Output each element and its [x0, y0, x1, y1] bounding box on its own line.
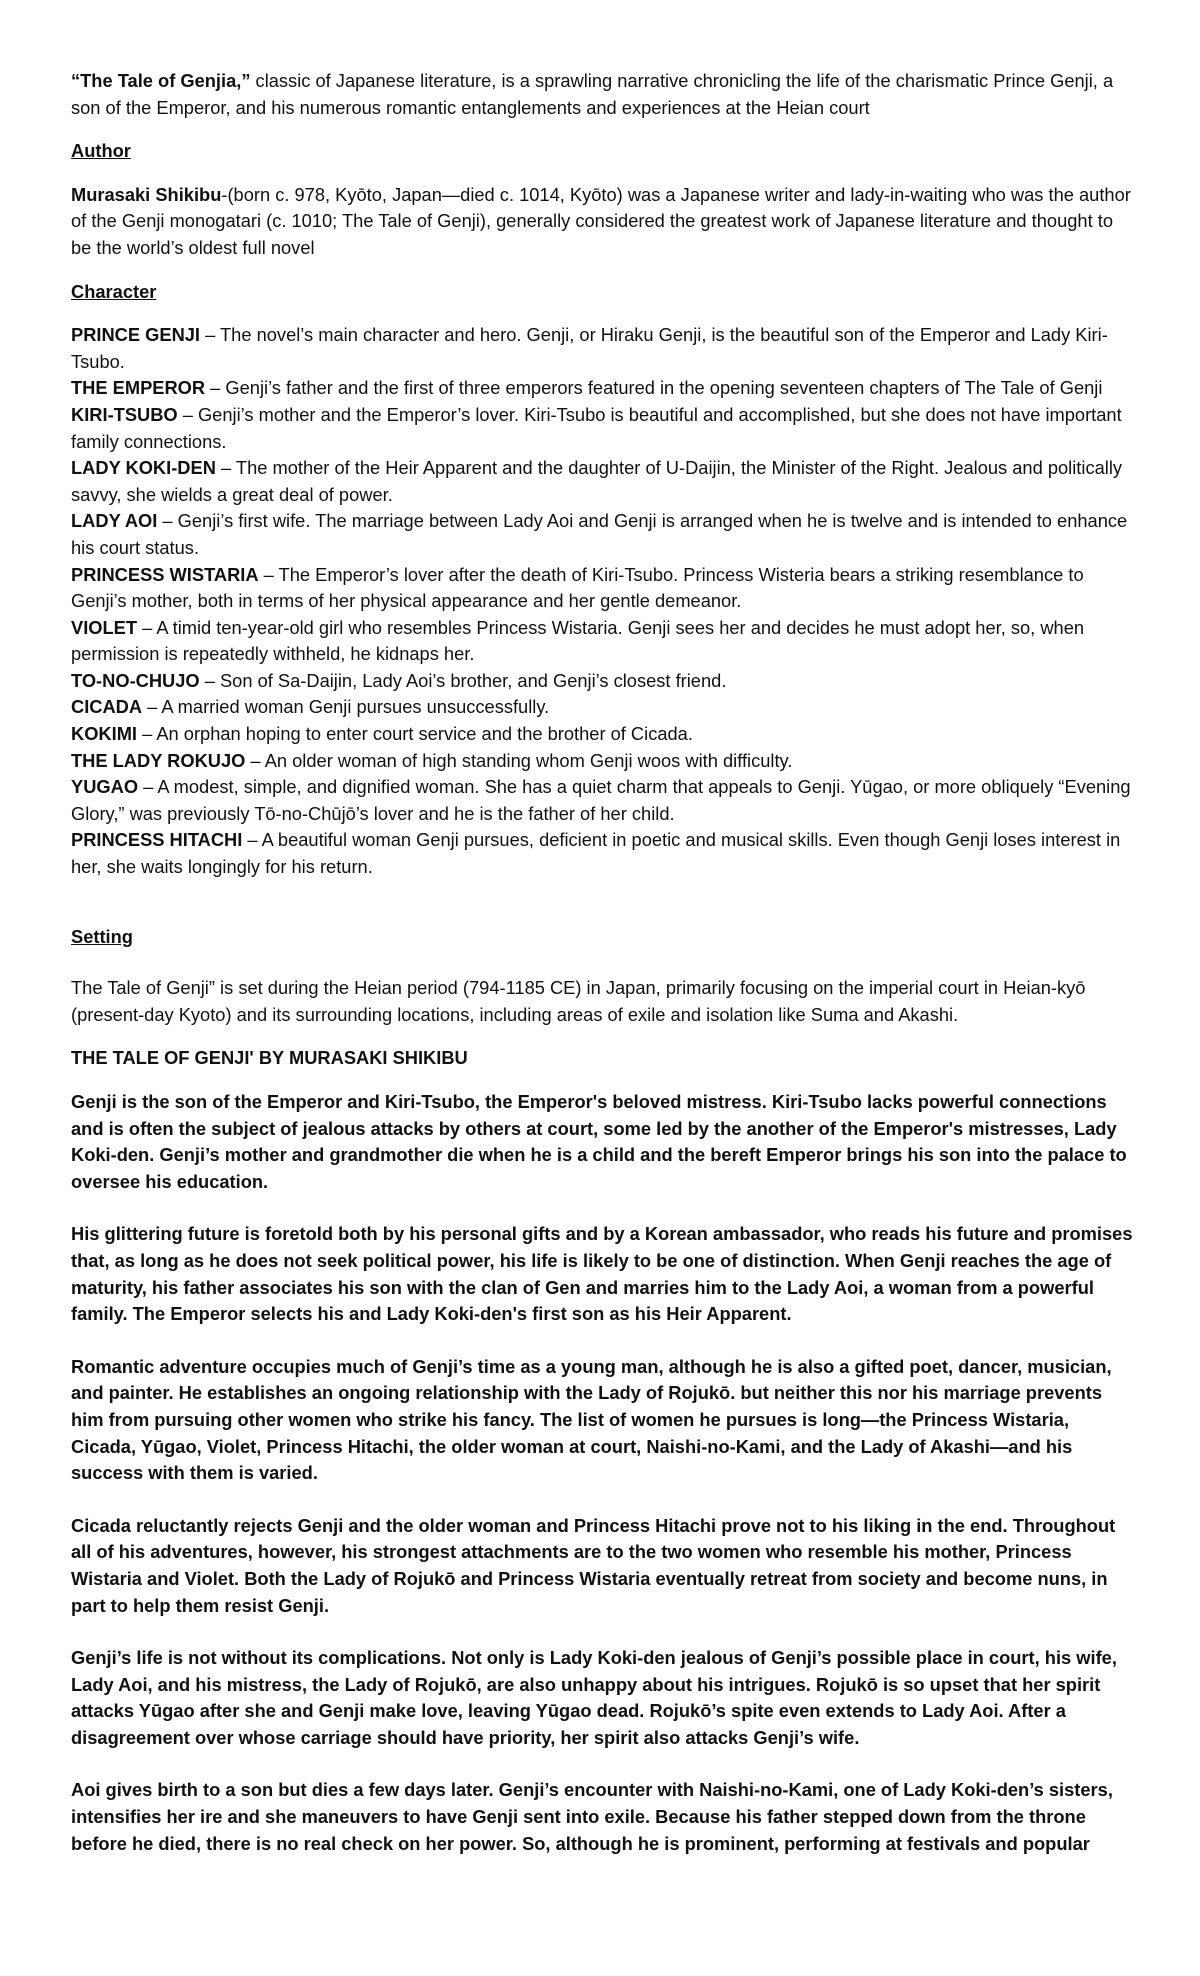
blank-line: [71, 967, 1136, 975]
character-desc: – Genji’s father and the first of three emperors featured in the opening seventeen chapters of The Tale of Genji: [205, 377, 1103, 399]
character-entry: [71, 668, 1136, 695]
author-heading: Author: [71, 140, 131, 162]
story-paragraph: Cicada reluctantly rejects Genji and the older woman and Princess Hitachi prove not to his liking in the end. Throughout all of his adventures, however, his strongest attachments are to the two women who resemble his mother, Princess Wistaria and Violet. Both the Lady of Rojukō and Princess Wistaria eventually retreat from society and become nuns, in part to help them resist Genji.: [71, 1514, 1116, 1616]
character-entry: [71, 508, 1136, 561]
author-text: -(born c. 978, Kyōto, Japan—died c. 1014, Kyōto) was a Japanese writer and lady-in-waiting who was the author of the Genji monogatari (c. 1010; The Tale of Genji), generally considered the greatest work of Japanese literature and thought to be the world’s oldest full novel: [71, 183, 1131, 258]
character-desc: – The novel’s main character and hero. Genji, or Hiraku Genji, is the beautiful son of the Emperor and Lady Kiri-Tsubo.: [71, 324, 1108, 372]
character-desc: – Genji’s first wife. The marriage between Lady Aoi and Genji is arranged when he is twelve and is intended to enhance his court status.: [71, 510, 1128, 558]
character-name: CICADA: [71, 696, 143, 718]
character-name: LADY AOI: [71, 510, 158, 532]
character-entry: [71, 322, 1136, 375]
character-name: THE EMPEROR: [71, 377, 206, 399]
character-desc: – A modest, simple, and dignified woman. She has a quiet charm that appeals to Genji. Yūgao, or more obliquely “Evening Glory,” was previously Tō-no-Chūjō’s lover and he is the father of her child.: [71, 776, 1131, 824]
character-name: THE LADY ROKUJO: [71, 749, 246, 771]
character-entry: [71, 721, 1136, 748]
character-entry: [71, 748, 1136, 775]
character-desc: – Genji’s mother and the Emperor’s lover. Kiri-Tsubo is beautiful and accomplished, but she does not have important family connections.: [71, 403, 1122, 452]
character-name: PRINCE GENJI: [71, 324, 201, 346]
character-entry: [71, 774, 1136, 827]
character-entry: [71, 402, 1136, 455]
character-entry: [71, 615, 1136, 668]
intro-paragraph: [71, 68, 1136, 121]
character-desc: – The mother of the Heir Apparent and the daughter of U-Daijin, the Minister of the Right. Jealous and politically savvy, she wields a great deal of power.: [71, 457, 1123, 505]
setting-paragraph: The Tale of Genji” is set during the Heian period (794-1185 CE) in Japan, primarily focusing on the imperial court in Heian-kyō (present-day Kyoto) and its surrounding locations, including areas of exile and isolation like Suma and Akashi.: [71, 977, 1086, 1025]
character-entry: [71, 562, 1136, 615]
character-entry: [71, 375, 1136, 402]
story-paragraph: Genji’s life is not without its complications. Not only is Lady Koki-den jealous of Genji’s possible place in court, his wife, Lady Aoi, and his mistress, the Lady of Rojukō, are also unhappy about his intrigues. Rojukō is so upset that her spirit attacks Yūgao after she and Genji make love, leaving Yūgao dead. Rojukō’s spite even extends to Lady Aoi. After a disagreement over whose carriage should have priority, her spirit also attacks Genji’s wife.: [71, 1647, 1117, 1748]
character-desc: – A beautiful woman Genji pursues, deficient in poetic and musical skills. Even though Genji loses interest in her, she waits longingly for his return.: [71, 829, 1121, 878]
setting-heading: Setting: [71, 925, 133, 947]
character-entry: [71, 694, 1136, 721]
intro-title: “The Tale of Genjia,”: [71, 70, 251, 91]
character-heading: Character: [71, 280, 157, 302]
character-name: PRINCESS WISTARIA: [71, 563, 259, 585]
author-paragraph: [71, 182, 1136, 262]
character-name: PRINCESS HITACHI: [71, 829, 243, 851]
character-name: KIRI-TSUBO: [71, 403, 178, 425]
story-body: [71, 1089, 1136, 1857]
character-desc: – An orphan hoping to enter court service and the brother of Cicada.: [137, 723, 693, 745]
character-entry: [71, 455, 1136, 508]
character-desc: – A married woman Genji pursues unsuccessfully.: [142, 696, 550, 718]
story-paragraph: Romantic adventure occupies much of Genji’s time as a young man, although he is also a gifted poet, dancer, musician, and painter. He establishes an ongoing relationship with the Lady of Rojukō. but neither this nor his marriage prevents him from pursuing other women who strike his fancy. The list of women he pursues is long—the Princess Wistaria, Cicada, Yūgao, Violet, Princess Hitachi, the older woman at court, Naishi-no-Kami, and the Lady of Akashi—and his success with them is varied.: [71, 1355, 1112, 1484]
character-entry: [71, 827, 1136, 880]
character-desc: – The Emperor’s lover after the death of Kiri-Tsubo. Princess Wisteria bears a striking resemblance to Genji’s mother, both in terms of her physical appearance and her gentle demeanor.: [71, 563, 1084, 612]
character-name: KOKIMI: [71, 723, 138, 745]
intro-text: classic of Japanese literature, is a sprawling narrative chronicling the life of the charismatic Prince Genji, a son of the Emperor, and his numerous romantic entanglements and experiences at the Heian court: [71, 70, 1114, 118]
character-name: LADY KOKI-DEN: [71, 457, 216, 479]
character-desc: – Son of Sa-Daijin, Lady Aoi’s brother, and Genji’s closest friend.: [199, 669, 727, 691]
story-paragraph: His glittering future is foretold both by his personal gifts and by a Korean ambassador, who reads his future and promises that, as long as he does not seek political power, his life is likely to be one of distinction. When Genji reaches the age of maturity, his father associates his son with the clan of Gen and marries him to the Lady Aoi, a woman from a powerful family. The Emperor selects his and Lady Koki-den's first son as his Heir Apparent.: [71, 1223, 1133, 1325]
story-paragraph: Genji is the son of the Emperor and Kiri-Tsubo, the Emperor's beloved mistress. Kiri-Tsubo lacks powerful connections and is often the subject of jealous attacks by others at court, some led by the another of the Emperor's mistresses, Lady Koki-den. Genji’s mother and grandmother die when he is a child and the bereft Emperor brings his son into the palace to oversee his education.: [71, 1091, 1127, 1192]
character-name: TO-NO-CHUJO: [71, 669, 200, 691]
story-paragraph: Aoi gives birth to a son but dies a few days later. Genji’s encounter with Naishi-no-Kami, one of Lady Koki-den’s sisters, intensifies her ire and she maneuvers to have Genji sent into exile. Because his father stepped down from the throne before he died, there is no real check on her power. So, although he is prominent, performing at festivals and popular: [71, 1779, 1113, 1854]
character-desc: – A timid ten-year-old girl who resembles Princess Wistaria. Genji sees her and decides he must adopt her, so, when permission is repeatedly withheld, he kidnaps her.: [71, 616, 1085, 665]
author-name: Murasaki Shikibu: [71, 183, 222, 205]
character-list: [71, 322, 1136, 880]
character-desc: – An older woman of high standing whom Genji woos with difficulty.: [245, 749, 793, 771]
character-name: YUGAO: [71, 776, 139, 798]
story-title: THE TALE OF GENJI' BY MURASAKI SHIKIBU: [71, 1047, 468, 1069]
character-name: VIOLET: [71, 616, 138, 638]
blank-line: [71, 898, 1136, 924]
